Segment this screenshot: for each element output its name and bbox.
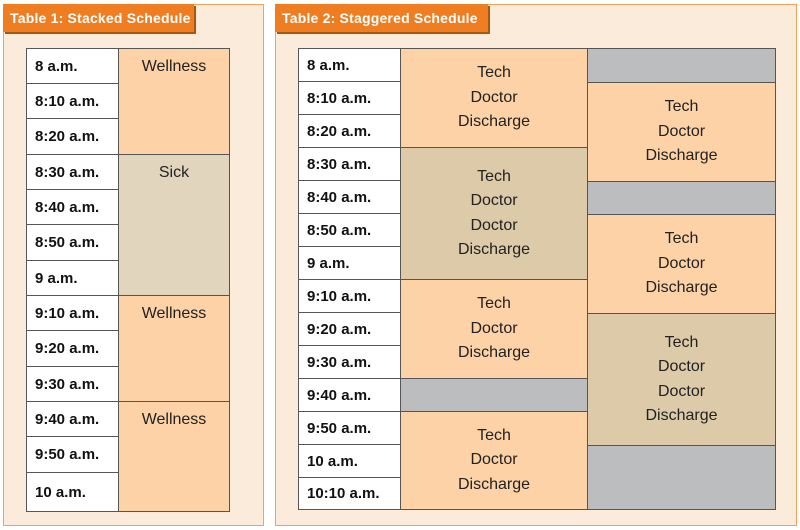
- time-cell: 9:30 a.m.: [27, 367, 119, 402]
- time-cell: 8:20 a.m.: [27, 119, 119, 155]
- appointment-block-wellness: [119, 402, 229, 511]
- time-cell: 9:20 a.m.: [299, 313, 401, 346]
- time-cell: 9:40 a.m.: [299, 379, 401, 412]
- time-cell: 8:10 a.m.: [27, 84, 119, 119]
- appointment-line: Doctor: [470, 88, 518, 106]
- appointment-block: [401, 148, 588, 280]
- table2-title: Table 2: Staggered Schedule: [275, 4, 488, 32]
- time-cell: 8 a.m.: [299, 49, 401, 82]
- time-cell: 9:10 a.m.: [27, 296, 119, 331]
- appointment-line: Discharge: [645, 407, 718, 424]
- time-cell: 8:50 a.m.: [27, 225, 119, 261]
- appointment-line: Tech: [664, 230, 699, 248]
- time-cell: 8:50 a.m.: [299, 214, 401, 247]
- time-cell: 10 a.m.: [299, 445, 401, 478]
- time-cell: 9 a.m.: [27, 261, 119, 296]
- empty-slot: [588, 49, 775, 83]
- appointment-block-wellness: [119, 296, 229, 402]
- appointment-block: [588, 314, 775, 446]
- appointment-line: Tech: [477, 426, 511, 444]
- time-cell: 8:10 a.m.: [299, 82, 401, 115]
- appointment-line: Tech: [664, 98, 699, 116]
- appointment-line: Discharge: [457, 241, 531, 258]
- appointment-line: Discharge: [457, 475, 531, 493]
- appointment-block: [401, 412, 588, 509]
- time-cell: 9:30 a.m.: [299, 346, 401, 379]
- appointment-line: Tech: [664, 333, 699, 351]
- appointment-label: Sick: [158, 164, 190, 181]
- time-cell: 9:50 a.m.: [299, 412, 401, 445]
- appointment-label: Wellness: [141, 58, 207, 75]
- appointment-line: Doctor: [470, 451, 518, 469]
- stacked-schedule-panel: [3, 4, 264, 526]
- table1-title: Table 1: Stacked Schedule: [3, 4, 194, 32]
- appointment-line: Doctor: [470, 192, 518, 209]
- appointment-label: Wellness: [141, 305, 207, 322]
- appointment-line: Discharge: [645, 279, 718, 297]
- appointment-block: [401, 280, 588, 379]
- time-cell: 8:40 a.m.: [27, 190, 119, 225]
- time-cell: 9:40 a.m.: [27, 402, 119, 437]
- staggered-schedule-panel: [275, 4, 797, 526]
- appointment-block: [401, 49, 588, 148]
- appointment-block-sick: [119, 155, 229, 296]
- appointment-line: Tech: [477, 64, 511, 82]
- appointment-line: Doctor: [657, 254, 706, 272]
- time-cell: 8:30 a.m.: [27, 155, 119, 190]
- empty-slot: [401, 379, 588, 412]
- time-cell: 10:10 a.m.: [299, 478, 401, 509]
- staggered-schedule-table: [298, 48, 776, 510]
- time-cell: 8:30 a.m.: [299, 148, 401, 181]
- appointment-line: Tech: [477, 167, 511, 185]
- appointment-block: [588, 215, 775, 314]
- appointment-line: Discharge: [645, 147, 718, 165]
- appointment-line: Discharge: [457, 113, 531, 131]
- time-cell: 8:40 a.m.: [299, 181, 401, 214]
- appointment-label: Wellness: [141, 411, 207, 428]
- time-cell: 10 a.m.: [27, 473, 119, 511]
- appointment-line: Doctor: [657, 122, 706, 140]
- appointment-block-wellness: [119, 49, 229, 155]
- appointment-line: Doctor: [470, 319, 518, 337]
- time-cell: 9:20 a.m.: [27, 331, 119, 367]
- appointment-line: Tech: [477, 295, 511, 313]
- time-cell: 8 a.m.: [27, 49, 119, 84]
- empty-slot: [588, 446, 775, 509]
- appointment-line: Discharge: [457, 344, 531, 362]
- appointment-line: Doctor: [470, 216, 518, 234]
- appointment-line: Doctor: [657, 382, 706, 400]
- time-cell: 9:10 a.m.: [299, 280, 401, 313]
- time-cell: 9:50 a.m.: [27, 437, 119, 473]
- stacked-schedule-table: [26, 48, 230, 512]
- time-cell: 8:20 a.m.: [299, 115, 401, 148]
- empty-slot: [588, 182, 775, 215]
- appointment-block: [588, 83, 775, 182]
- time-cell: 9 a.m.: [299, 247, 401, 280]
- appointment-line: Doctor: [657, 358, 706, 375]
